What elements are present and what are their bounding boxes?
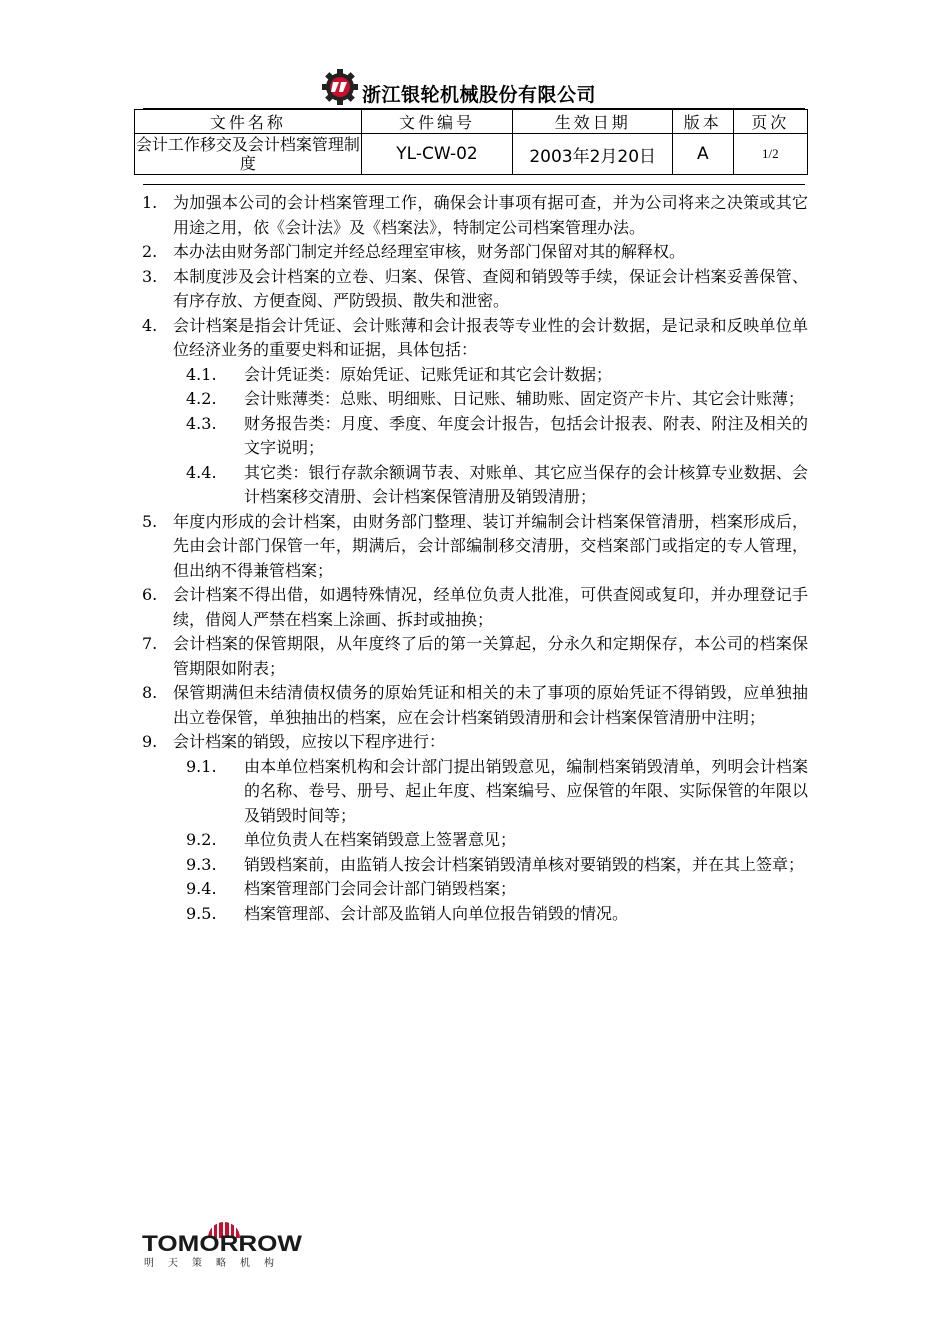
document-number: YL-CW-02 [361,134,513,175]
yinlun-gear-logo-icon [320,67,360,107]
company-name: 浙江银轮机械股份有限公司 [362,83,597,106]
sub-item-number: 9.4. [186,879,217,898]
list-item [142,583,808,632]
list-item [142,510,808,584]
sub-item-number: 9.3. [186,854,217,874]
item-text: 会计档案是指会计凭证、会计账薄和会计报表等专业性的会计数据，是记录和反映单位单位经济业务的重要史料和证据，具体包括： [173,315,808,359]
item-number: 6. [142,585,158,604]
meta-header-row [135,110,808,134]
meta-header-cell: 文件名称 [135,110,362,134]
sub-item-text: 会计账薄类：总账、明细账、日记账、辅助账、固定资产卡片、其它会计账薄； [244,389,805,408]
meta-value-row [135,134,808,175]
sub-item-text: 财务报告类：月度、季度、年度会计报告，包括会计报表、附表、附注及相关的文字说明； [244,413,808,457]
tomorrow-logo-icon [140,1208,305,1268]
meta-header-cell: 页次 [733,110,807,134]
sub-item-text: 单位负责人在档案销毁意上签署意见； [244,830,517,849]
sub-list-item [142,412,808,461]
item-text: 本办法由财务部门制定并经总经理室审核，财务部门保留对其的解释权。 [173,242,686,261]
page-header [320,62,596,112]
item-text: 本制度涉及会计档案的立卷、归案、保管、查阅和销毁等手续，保证会计档案妥善保管、有序存放、方便查阅、严防毁损、散失和泄密。 [173,266,808,310]
sub-item-text: 会计凭证类：原始凭证、记账凭证和其它会计数据； [244,364,613,384]
version: A [673,134,734,175]
item-text: 年度内形成的会计档案，由财务部门整理、装订并编制会计档案保管清册，档案形成后，先由会计部门保管一年，期满后，会计部编制移交清册，交档案部门或指定的专人管理，但出纳不得兼管档案； [173,511,808,580]
document-name: 会计工作移交及会计档案管理制度 [135,135,360,173]
sub-list-item [142,877,808,902]
sub-item-text: 销毁档案前，由监销人按会计档案销毁清单核对要销毁的档案，并在其上签章； [244,854,805,874]
sub-item-number: 4.4. [186,462,217,482]
sub-list-item [142,461,808,510]
sub-item-number: 4.3. [186,413,217,433]
sub-item-number: 4.1. [186,364,217,384]
sub-item-text: 其它类：银行存款余额调节表、对账单、其它应当保存的会计核算专业数据、会计档案移交清册、会计档案保管清册及销毁清册； [244,462,808,506]
sub-item-text: 档案管理部、会计部及监销人向单位报告销毁的情况。 [244,903,629,923]
list-item [142,681,808,730]
list-item [142,265,808,314]
sub-item-number: 9.1. [186,756,217,776]
item-number: 2. [142,242,158,261]
list-item [142,632,808,681]
item-number: 3. [142,266,158,286]
item-number: 1. [142,193,158,212]
sub-list-item [142,755,808,829]
item-number: 8. [142,683,158,702]
list-item [142,730,808,755]
document-body [142,191,808,926]
list-item [142,191,808,240]
item-text: 保管期满但未结清债权债务的原始凭证和相关的未了事项的原始凭证不得销毁，应单独抽出立卷保管，单独抽出的档案，应在会计档案销毁清册和会计档案保管清册中注明； [173,683,808,727]
page-number: 1/2 [733,134,807,175]
item-number: 4. [142,315,158,335]
sub-item-number: 4.2. [186,389,217,408]
list-item [142,240,808,265]
item-number: 5. [142,511,158,531]
meta-header-cell: 版本 [673,110,734,134]
item-number: 7. [142,634,158,653]
list-item [142,314,808,363]
header-rule [143,184,805,185]
item-text: 会计档案不得出借，如遇特殊情况，经单位负责人批准，可供查阅或复印，并办理登记手续，借阅人严禁在档案上涂画、拆封或抽换； [173,585,808,629]
sub-item-number: 9.5. [186,903,217,923]
sub-item-text: 档案管理部门会同会计部门销毁档案； [244,879,517,898]
document-meta-table [134,109,808,175]
sub-list-item [142,387,808,412]
item-text: 会计档案的保管期限，从年度终了后的第一关算起，分永久和定期保存，本公司的档案保管期限如附表； [173,634,808,678]
item-number: 9. [142,732,158,751]
sub-item-number: 9.2. [186,830,217,849]
sub-item-text: 由本单位档案机构和会计部门提出销毁意见，编制档案销毁清单，列明会计档案的名称、卷号、册号、起止年度、档案编号、应保管的年限、实际保管的年限以及销毁时间等； [244,756,808,825]
meta-header-cell: 生效日期 [513,110,673,134]
item-text: 会计档案的销毁，应按以下程序进行： [173,732,446,751]
sub-list-item [142,363,808,388]
effective-date: 2003年2月20日 [513,134,673,175]
footer-logo-text: TOMORROW [142,1231,303,1256]
item-text: 为加强本公司的会计档案管理工作，确保会计事项有据可查，并为公司将来之决策或其它用途之用，依《会计法》及《档案法》，特制定公司档案管理办法。 [173,193,808,237]
sub-list-item [142,853,808,878]
meta-header-cell: 文件编号 [361,110,513,134]
sub-list-item [142,828,808,853]
footer-logo-subtitle: 明天策略机构 [144,1258,274,1268]
sub-list-item [142,902,808,927]
